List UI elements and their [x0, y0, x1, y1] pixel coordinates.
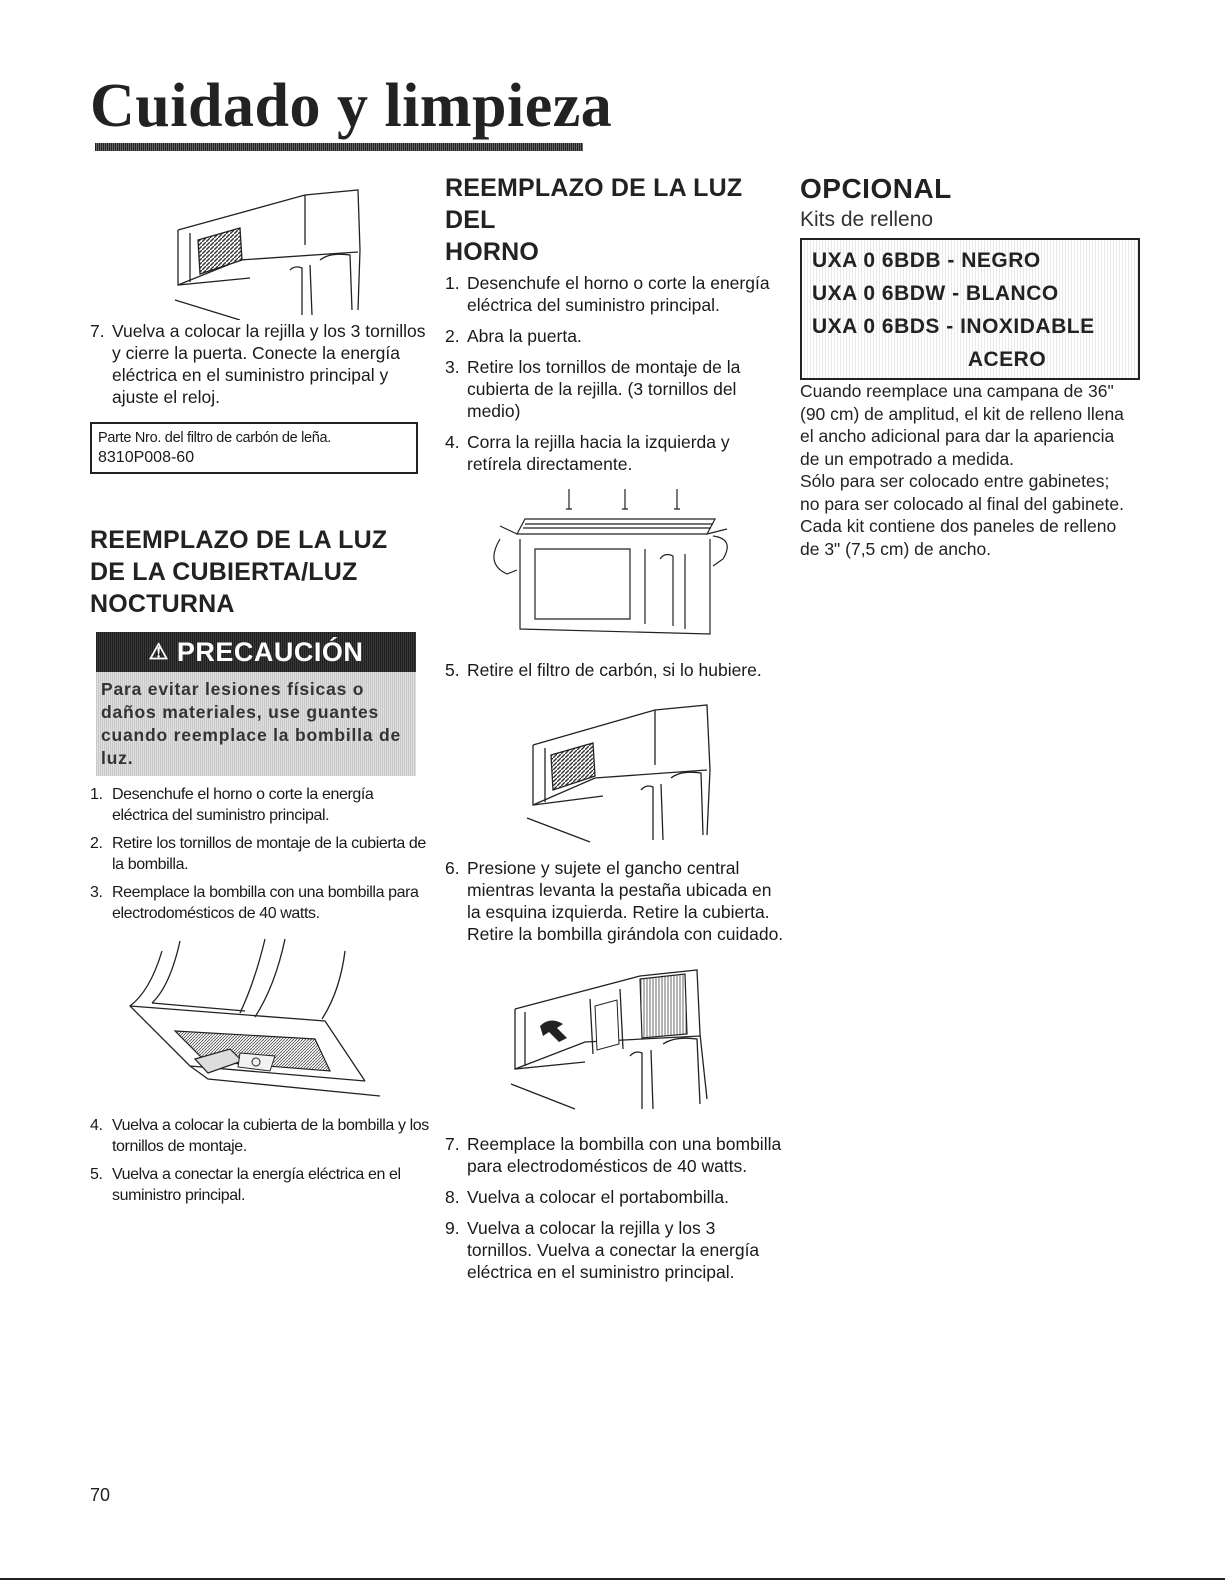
- list-item: 4. Vuelva a colocar la cubierta de la bombilla y los tornillos de montaje.: [90, 1117, 429, 1155]
- list-item: 2. Retire los tornillos de montaje de la cubierta de la bombilla.: [90, 835, 426, 873]
- list-item: 8. Vuelva a colocar el portabombilla.: [445, 1187, 729, 1207]
- paragraph: Cada kit contiene dos paneles de relleno de 3" (7,5 cm) de ancho.: [800, 516, 1117, 559]
- middle-steps-a: [445, 272, 785, 475]
- list-item: 5. Retire el filtro de carbón, si lo hubiere.: [445, 660, 762, 680]
- kit-item-continued: ACERO: [967, 348, 1047, 371]
- list-item: 7. Vuelva a colocar la rejilla y los 3 tornillos y cierre la puerta. Conecte la energía eléctrica en el suministro principal y ajuste el reloj.: [90, 321, 426, 407]
- cover-light-illustration: [90, 931, 430, 1101]
- optional-title: OPCIONAL: [800, 173, 952, 204]
- title-underline: [95, 143, 583, 151]
- part-number-label: Parte Nro. del filtro de carbón de leña.: [98, 430, 332, 446]
- kit-item: UXA 0 6BDS - INOXIDABLE: [812, 315, 1095, 338]
- charcoal-filter-illustration: [445, 690, 785, 845]
- kit-item: UXA 0 6BDW - BLANCO: [812, 282, 1059, 305]
- paragraph: Cuando reemplace una campana de 36" (90 cm) de amplitud, el kit de relleno llena el ancho adicional para dar la apariencia de un empotrado a medida.: [800, 381, 1124, 469]
- middle-steps-b: [445, 659, 785, 681]
- section-title-cover-light: REEMPLAZO DE LA LUZ DE LA CUBIERTA/LUZ NOCTURNA: [90, 526, 388, 618]
- caution-header: ⚠ PRECAUCIÓN: [96, 632, 416, 672]
- middle-column: [445, 172, 785, 1292]
- paragraph: Sólo para ser colocado entre gabinetes; no para ser colocado al final del gabinete.: [800, 471, 1124, 514]
- list-item: 1. Desenchufe el horno o corte la energía eléctrica del suministro principal.: [445, 273, 770, 315]
- part-number-value: 8310P008-60: [98, 449, 195, 466]
- list-item: 4. Corra la rejilla hacia la izquierda y retírela directamente.: [445, 432, 730, 474]
- list-item: 7. Reemplace la bombilla con una bombilla para electrodomésticos de 40 watts.: [445, 1134, 782, 1176]
- part-number-box: [90, 422, 418, 474]
- section-title-oven-light: REEMPLAZO DE LA LUZ DEL HORNO: [445, 174, 743, 266]
- page-number: 70: [90, 1485, 111, 1505]
- left-steps-b: [90, 1115, 430, 1206]
- list-item: 3. Retire los tornillos de montaje de la cubierta de la rejilla. (3 tornillos del medio): [445, 357, 741, 421]
- list-item: 9. Vuelva a colocar la rejilla y los 3 tornillos. Vuelva a conectar la energía eléctrica en el suministro principal.: [445, 1218, 760, 1282]
- filter-illustration: [90, 170, 430, 320]
- grille-removal-illustration: [445, 484, 785, 649]
- bottom-rule: [0, 1578, 1225, 1580]
- left-steps-a: [90, 784, 430, 924]
- bulb-removal-illustration: [445, 954, 785, 1119]
- kit-item: UXA 0 6BDB - NEGRO: [812, 249, 1041, 272]
- right-column: [800, 172, 1130, 560]
- warning-triangle-icon: ⚠: [148, 639, 169, 664]
- left-column: [90, 170, 430, 1213]
- list-item: 3. Reemplace la bombilla con una bombilla para electrodomésticos de 40 watts.: [90, 884, 419, 922]
- optional-subtitle: Kits de relleno: [800, 208, 934, 231]
- left-top-steps: [90, 320, 430, 408]
- list-item: 1. Desenchufe el horno o corte la energía eléctrica del suministro principal.: [90, 786, 374, 824]
- caution-message: Para evitar lesiones físicas o daños materiales, use guantes cuando reemplace la bombilla de luz.: [96, 672, 416, 776]
- list-item: 2. Abra la puerta.: [445, 326, 582, 346]
- kit-list-box: [800, 238, 1140, 380]
- page-title: Cuidado y limpieza: [90, 72, 613, 140]
- list-item: 6. Presione y sujete el gancho central mientras levanta la pestaña ubicada en la esquina izquierda. Retire la cubierta. Retire la bombilla girándola con cuidado.: [445, 858, 784, 944]
- middle-steps-d: [445, 1133, 785, 1283]
- middle-steps-c: [445, 857, 785, 945]
- list-item: 5. Vuelva a conectar la energía eléctrica en el suministro principal.: [90, 1166, 401, 1204]
